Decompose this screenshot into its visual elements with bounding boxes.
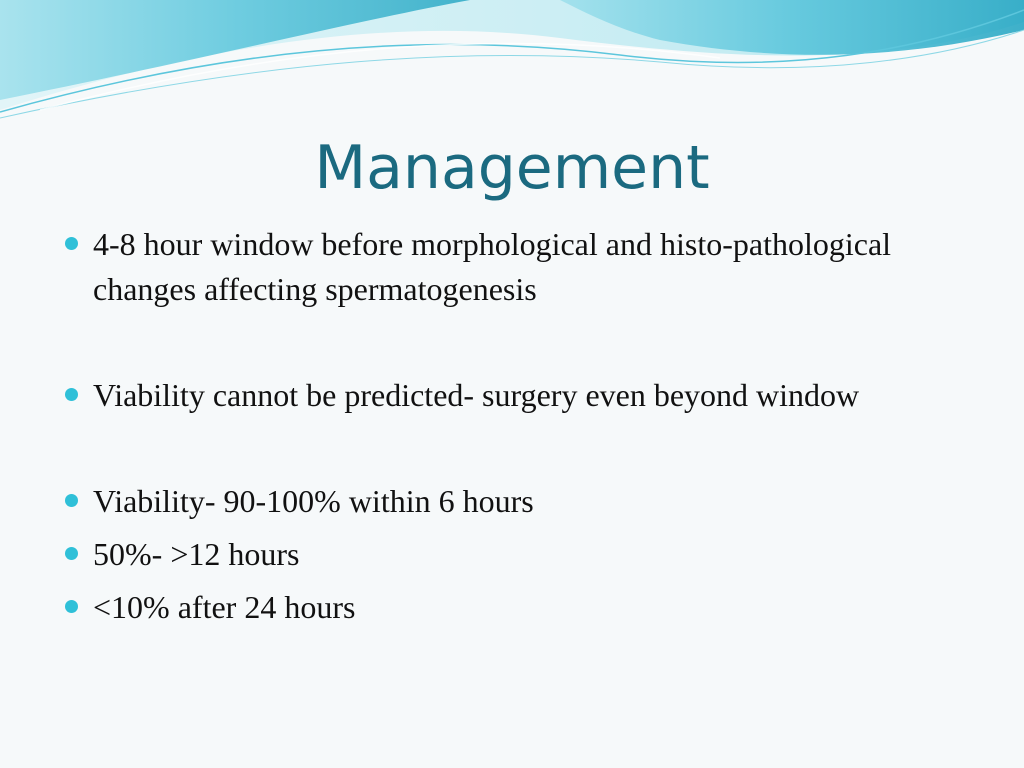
bullet-dot-icon	[65, 547, 78, 560]
bullet-dot-icon	[65, 600, 78, 613]
header-wave-decoration	[0, 0, 1024, 130]
bullet-text: 4-8 hour window before morphological and histo-pathological changes affecting spermatogenesis	[93, 226, 892, 307]
slide-title: Management	[314, 133, 710, 203]
bullet-item	[60, 373, 960, 418]
bullet-item	[60, 479, 960, 524]
bullet-list	[60, 222, 960, 630]
bullet-item	[60, 585, 960, 630]
bullet-dot-icon	[65, 494, 78, 507]
bullet-text: Viability- 90-100% within 6 hours	[93, 483, 534, 519]
bullet-text: <10% after 24 hours	[93, 589, 356, 625]
bullet-dot-icon	[65, 388, 78, 401]
bullet-dot-icon	[65, 237, 78, 250]
bullet-item	[60, 222, 960, 312]
bullet-text: Viability cannot be predicted- surgery even beyond window	[93, 377, 860, 413]
bullet-text: 50%- >12 hours	[93, 536, 300, 572]
bullet-item	[60, 532, 960, 577]
